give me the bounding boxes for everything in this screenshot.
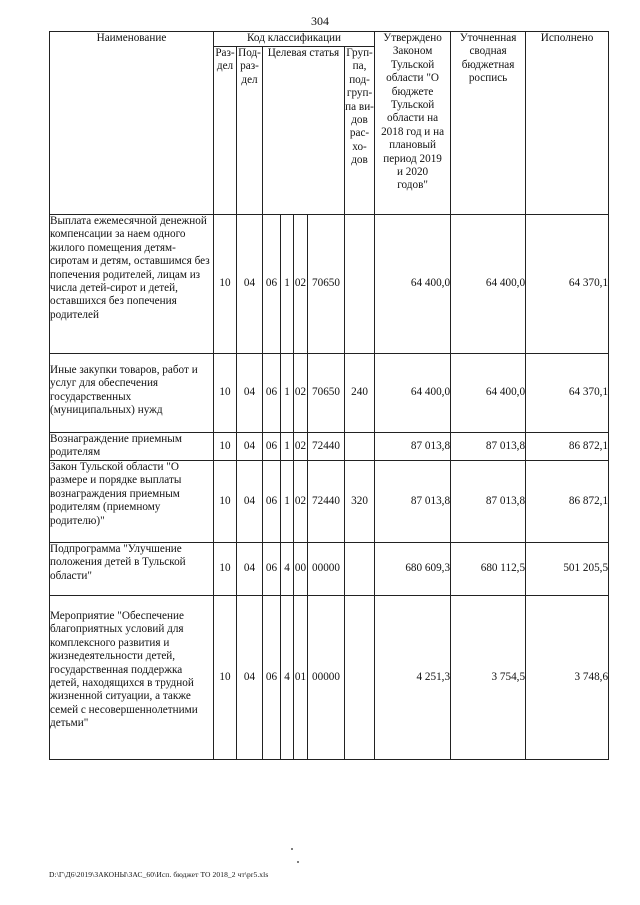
- header-refined: Уточненная сводная бюджетная роспись: [451, 32, 526, 215]
- row-article-program: 06: [263, 215, 281, 354]
- row-approved: 87 013,8: [375, 461, 451, 543]
- row-article-subprogram: 1: [281, 433, 294, 461]
- row-expense-group: 240: [345, 354, 375, 433]
- row-name: Закон Тульской области "О размере и порядке выплаты вознаграждения приемным родителям (приемному родителю)": [50, 461, 214, 543]
- row-razdel: 10: [214, 596, 237, 760]
- row-article-event: 00: [294, 543, 308, 596]
- row-article-program: 06: [263, 596, 281, 760]
- row-name: Выплата ежемесячной денежной компенсации за наем одного жилого помещения детям-сиротам и детям, оставшимся без попечения родителей, лицам из числа детей-сирот и детей, оставшихся без попечения родителей: [50, 215, 214, 354]
- row-article-program: 06: [263, 543, 281, 596]
- row-refined: 3 754,5: [451, 596, 526, 760]
- table-row: [50, 354, 609, 433]
- row-refined: 64 400,0: [451, 215, 526, 354]
- row-article-event: 02: [294, 215, 308, 354]
- row-article-direction: 70650: [308, 215, 345, 354]
- row-razdel: 10: [214, 433, 237, 461]
- header-name: Наименование: [50, 32, 214, 215]
- row-podrazdel: 04: [237, 215, 263, 354]
- row-refined: 680 112,5: [451, 543, 526, 596]
- header-target-article: Целевая статья: [263, 47, 345, 215]
- row-refined: 64 400,0: [451, 354, 526, 433]
- budget-table: [49, 31, 609, 760]
- table-row: [50, 543, 609, 596]
- row-article-program: 06: [263, 354, 281, 433]
- page-number: 304: [311, 14, 329, 28]
- row-razdel: 10: [214, 543, 237, 596]
- header-executed: Исполнено: [526, 32, 609, 215]
- row-razdel: 10: [214, 215, 237, 354]
- row-executed: 64 370,1: [526, 354, 609, 433]
- row-article-event: 01: [294, 596, 308, 760]
- scan-speck: [297, 861, 299, 863]
- table-row: [50, 596, 609, 760]
- footer-file-path: D:\Г\Д6\2019\ЗАКОНЫ\ЗАС_60\Исп. бюджет ТО 2018_2 чт\pr5.xls: [49, 870, 269, 879]
- row-expense-group: [345, 543, 375, 596]
- row-article-program: 06: [263, 433, 281, 461]
- row-podrazdel: 04: [237, 433, 263, 461]
- row-expense-group: [345, 215, 375, 354]
- row-article-subprogram: 4: [281, 543, 294, 596]
- row-article-event: 02: [294, 354, 308, 433]
- row-article-subprogram: 1: [281, 461, 294, 543]
- table-row: [50, 433, 609, 461]
- row-name: Иные закупки товаров, работ и услуг для обеспечения государственных (муниципальных) нужд: [50, 354, 214, 433]
- row-executed: 501 205,5: [526, 543, 609, 596]
- row-podrazdel: 04: [237, 354, 263, 433]
- row-article-subprogram: 1: [281, 354, 294, 433]
- row-expense-group: [345, 596, 375, 760]
- table-row: [50, 215, 609, 354]
- row-article-program: 06: [263, 461, 281, 543]
- row-executed: 86 872,1: [526, 433, 609, 461]
- row-article-subprogram: 4: [281, 596, 294, 760]
- row-razdel: 10: [214, 354, 237, 433]
- header-podrazdel: Под- раз- дел: [237, 47, 263, 215]
- row-podrazdel: 04: [237, 461, 263, 543]
- row-approved: 87 013,8: [375, 433, 451, 461]
- row-article-subprogram: 1: [281, 215, 294, 354]
- row-name: Мероприятие "Обеспечение благоприятных условий для комплексного развития и жизнедеятельности детей, государственная поддержка детей, находящихся в трудной жизненной ситуации, а также семей с несовершеннолетними детьми": [50, 596, 214, 760]
- row-razdel: 10: [214, 461, 237, 543]
- row-podrazdel: 04: [237, 543, 263, 596]
- row-expense-group: [345, 433, 375, 461]
- row-approved: 4 251,3: [375, 596, 451, 760]
- scan-speck: [291, 848, 293, 850]
- row-article-direction: 00000: [308, 596, 345, 760]
- row-executed: 3 748,6: [526, 596, 609, 760]
- row-article-direction: 00000: [308, 543, 345, 596]
- row-article-direction: 72440: [308, 433, 345, 461]
- row-podrazdel: 04: [237, 596, 263, 760]
- row-approved: 64 400,0: [375, 354, 451, 433]
- row-name: Подпрограмма "Улучшение положения детей в Тульской области": [50, 543, 214, 596]
- row-executed: 64 370,1: [526, 215, 609, 354]
- row-article-event: 02: [294, 461, 308, 543]
- row-name: Вознаграждение приемным родителям: [50, 433, 214, 461]
- header-razdel: Раз- дел: [214, 47, 237, 215]
- header-classification: Код классификации: [214, 32, 375, 47]
- header-expense-group: Груп- па, под- груп- па ви- дов рас- хо- дов: [345, 47, 375, 215]
- row-article-direction: 70650: [308, 354, 345, 433]
- row-article-direction: 72440: [308, 461, 345, 543]
- row-expense-group: 320: [345, 461, 375, 543]
- row-approved: 64 400,0: [375, 215, 451, 354]
- row-refined: 87 013,8: [451, 461, 526, 543]
- table-row: [50, 461, 609, 543]
- row-article-event: 02: [294, 433, 308, 461]
- row-approved: 680 609,3: [375, 543, 451, 596]
- row-executed: 86 872,1: [526, 461, 609, 543]
- header-approved: Утверждено Законом Тульской области "О бюджете Тульской области на 2018 год и на плановый период 2019 и 2020 годов": [375, 32, 451, 215]
- row-refined: 87 013,8: [451, 433, 526, 461]
